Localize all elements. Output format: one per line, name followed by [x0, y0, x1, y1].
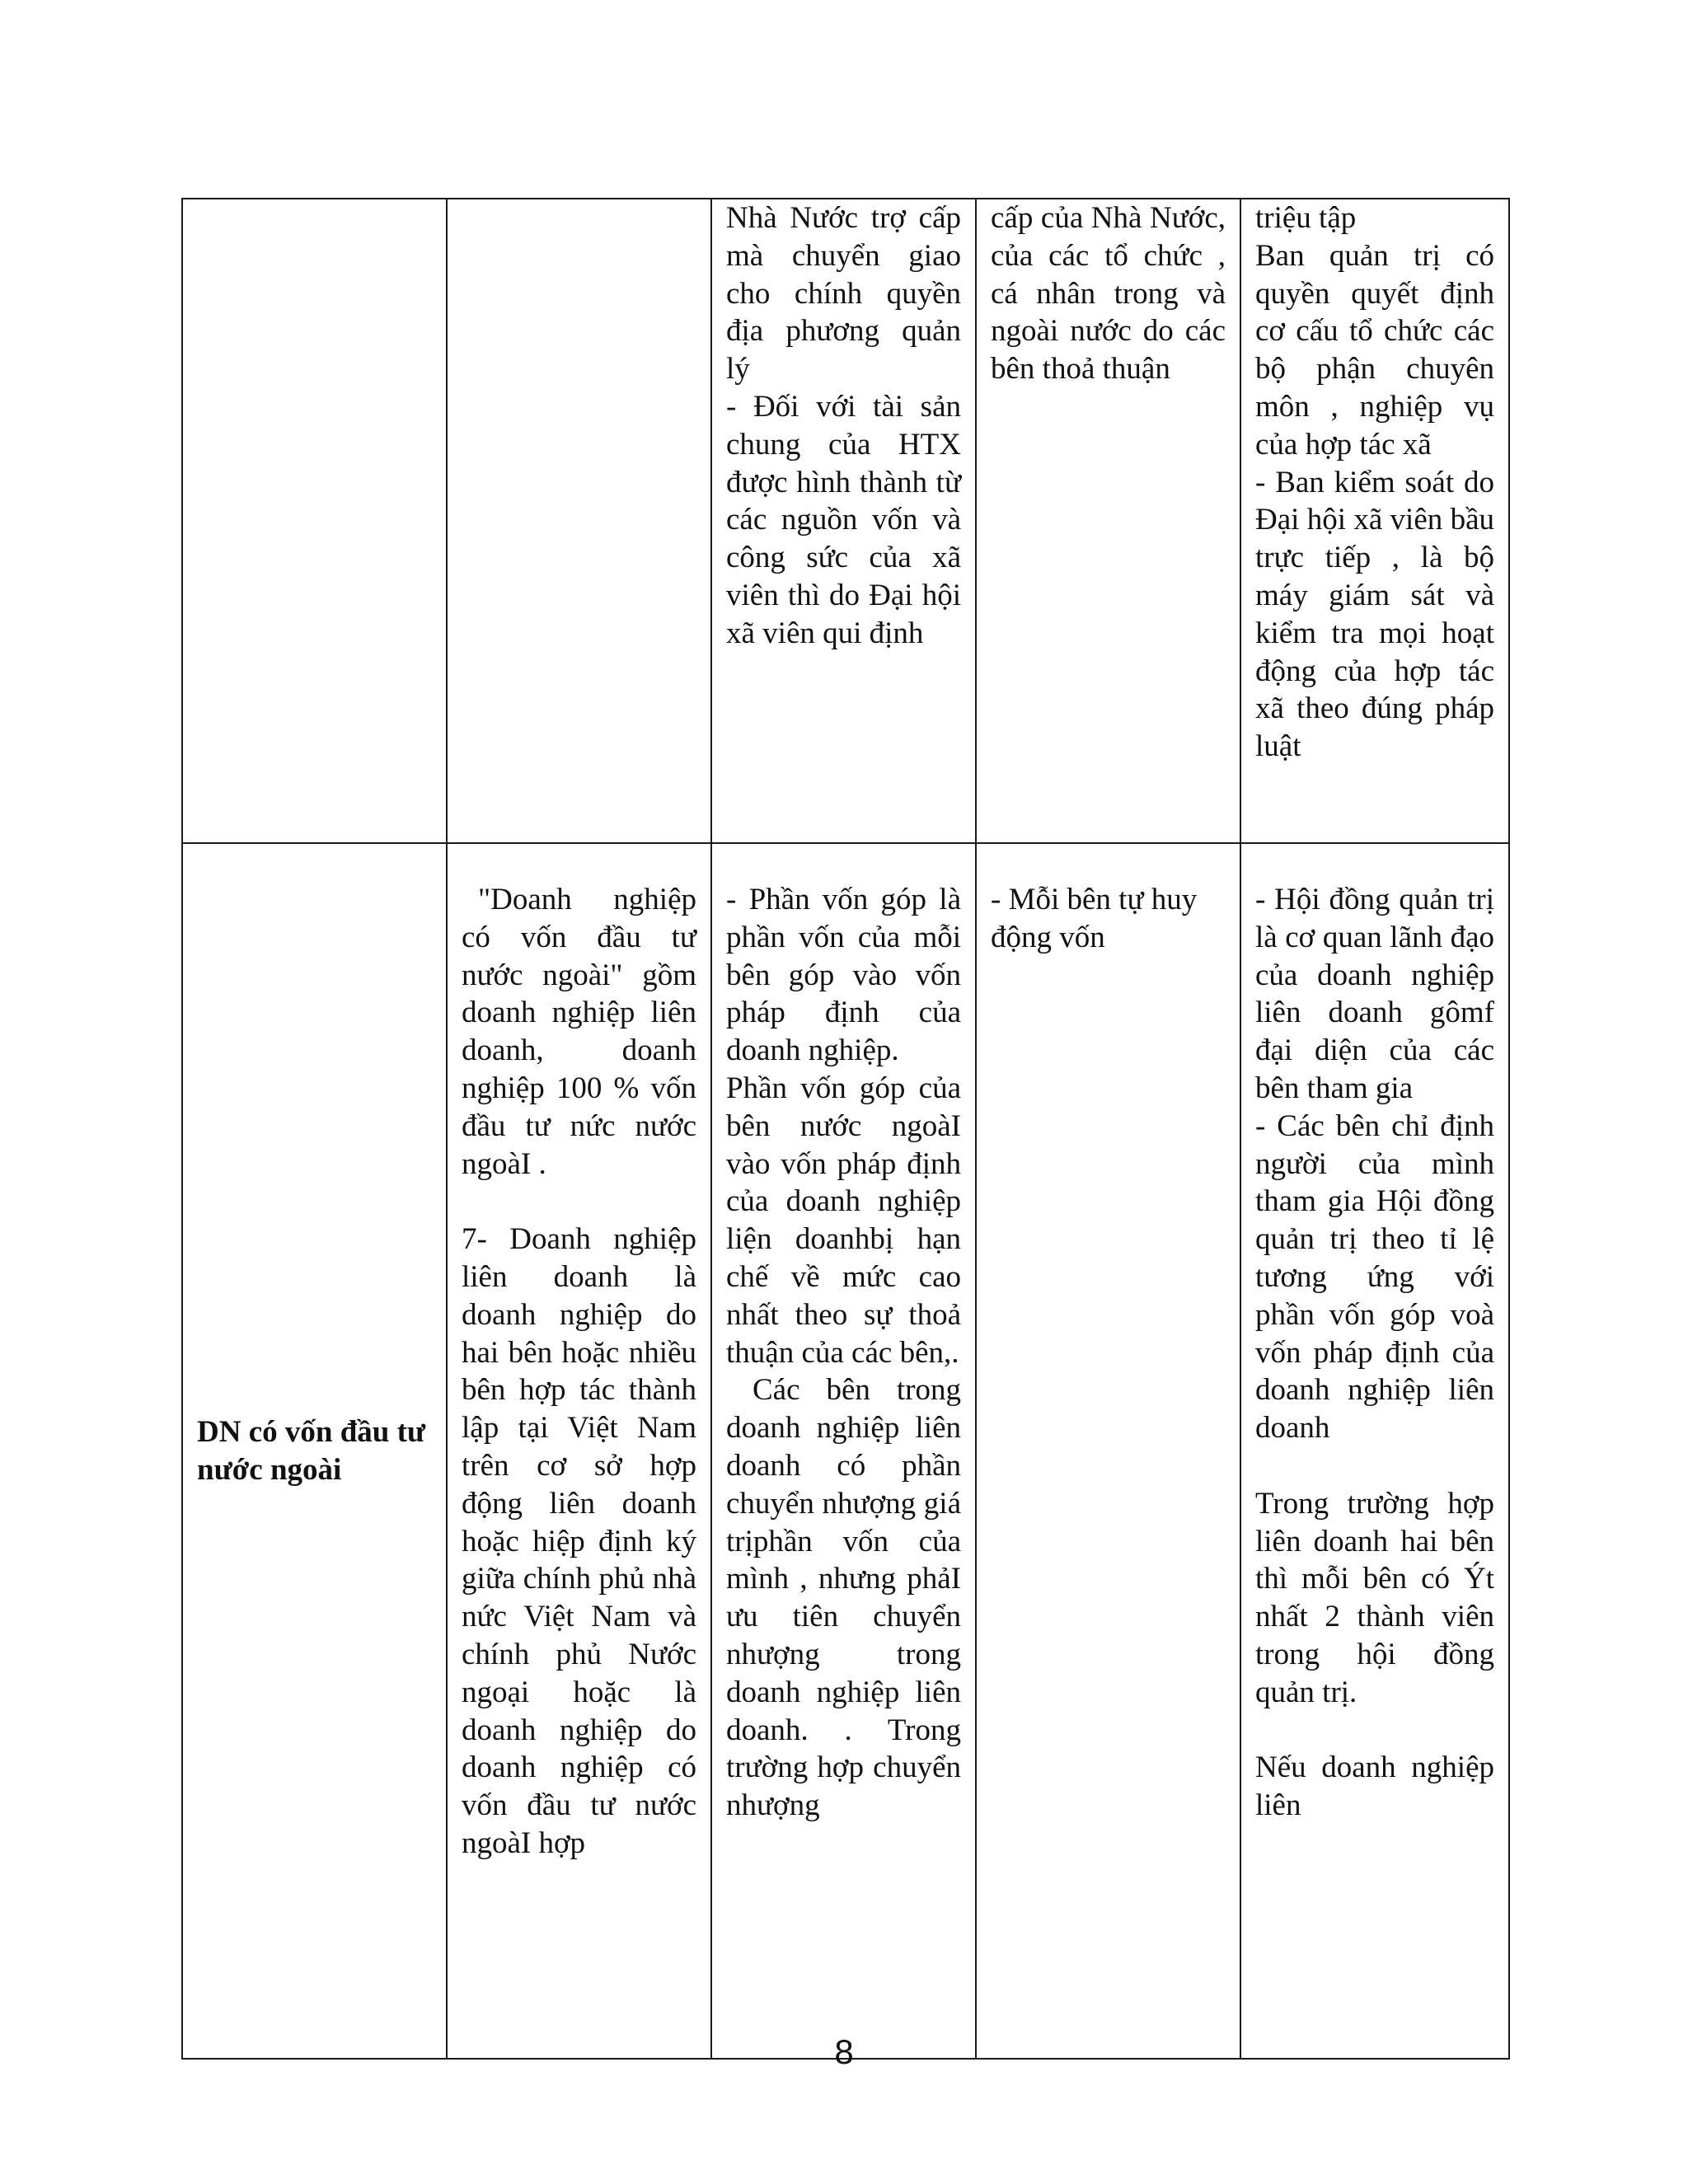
cell-paragraph: Nhà Nước trợ cấp mà chuyển giao cho chính quyền địa phương quản lý: [726, 201, 969, 387]
table-row: [182, 199, 1509, 843]
table-row: [182, 843, 1509, 2059]
page-number: 8: [834, 2032, 854, 2071]
table-cell-r2-c4: [976, 843, 1240, 2059]
cell-paragraph: Trong trường hợp liên doanh hai bên thì mỗi bên có Ýt nhất 2 thành viên trong hội đồng quản trị.: [1255, 1486, 1503, 1709]
table-cell-r1-c5: [1240, 199, 1509, 843]
cell-paragraph: Phần vốn góp của bên nước ngoàI vào vốn pháp định của doanh nghiệp liện doanhbị hạn chế về mức cao nhất theo sự thoả thuận của các bên,.: [726, 1071, 969, 1370]
row-heading-text: DN có vốn đầu tư nước ngoài: [197, 1414, 426, 1487]
cell-paragraph: - Đối với tài sản chung của HTX được hình thành từ các nguồn vốn và công sức của xã viên thì do Đại hội xã viên qui định: [726, 389, 969, 650]
cell-paragraph: Ban quản trị có quyền quyết định cơ cấu tổ chức các bộ phận chuyên môn , nghiệp vụ của hợp tác xã: [1255, 238, 1503, 462]
blank-line: [1255, 1712, 1494, 1750]
blank-line: [462, 1183, 696, 1221]
table-cell-r2-c3: [711, 843, 976, 2059]
table-cell-r2-c2: [447, 843, 711, 2059]
row-heading-fdi: [182, 843, 447, 2059]
table-cell-r1-c2: [447, 199, 711, 843]
comparison-table: [181, 198, 1510, 2060]
cell-paragraph: - Hội đồng quản trị là cơ quan lãnh đạo của doanh nghiệp liên doanh gômf đại diện của các bên tham gia: [1255, 883, 1503, 1105]
table-cell-r1-c1: [182, 199, 447, 843]
cell-paragraph: - Các bên chỉ định người của mình tham gia Hội đồng quản trị theo tỉ lệ tương ứng với phần vốn góp voà vốn pháp định của doanh nghiệp liên doanh: [1255, 1108, 1503, 1446]
cell-paragraph: - Mỗi bên tự huy động vốn: [991, 883, 1205, 954]
table-cell-r1-c4: [976, 199, 1240, 843]
blank-line: [1255, 1447, 1494, 1485]
cell-paragraph: "Doanh nghiệp có vốn đầu tư nước ngoài" gồm doanh nghiệp liên doanh, doanh nghiệp 100 % vốn đầu tư nức nước ngoàI .: [462, 883, 705, 1181]
table-cell-r1-c3: [711, 199, 976, 843]
cell-paragraph: - Phần vốn góp là phần vốn của mỗi bên góp vào vốn pháp định của doanh nghiệp.: [726, 883, 969, 1068]
cell-paragraph: 7- Doanh nghiệp liên doanh là doanh nghiệp do hai bên hoặc nhiều bên hợp tác thành lập tại Việt Nam trên cơ sở hợp động liên doanh hoặc hiệp định ký giữa chính phủ nhà nức Việt Nam và chính phủ Nước ngoại hoặc là doanh nghiệp do doanh nghiệp có vốn đầu tư nước ngoàI hợp: [462, 1222, 705, 1860]
cell-paragraph: triệu tập: [1255, 201, 1357, 235]
cell-paragraph: Các bên trong doanh nghiệp liên doanh có phần chuyển nhượng giá trịphần vốn của mình , nhưng phảI ưu tiên chuyển nhượng trong doanh nghiệp liên doanh. . Trong trường hợp chuyển nhượng: [726, 1373, 969, 1823]
cell-paragraph: cấp của Nhà Nước, của các tổ chức , cá nhân trong và ngoài nước do các bên thoả thuận: [991, 201, 1234, 387]
table-cell-r2-c5: [1240, 843, 1509, 2059]
cell-paragraph: Nếu doanh nghiệp liên: [1255, 1750, 1503, 1823]
cell-paragraph: - Ban kiểm soát do Đại hội xã viên bầu trực tiếp , là bộ máy giám sát và kiểm tra mọi hoạt động của hợp tác xã theo đúng pháp luật: [1255, 465, 1503, 764]
